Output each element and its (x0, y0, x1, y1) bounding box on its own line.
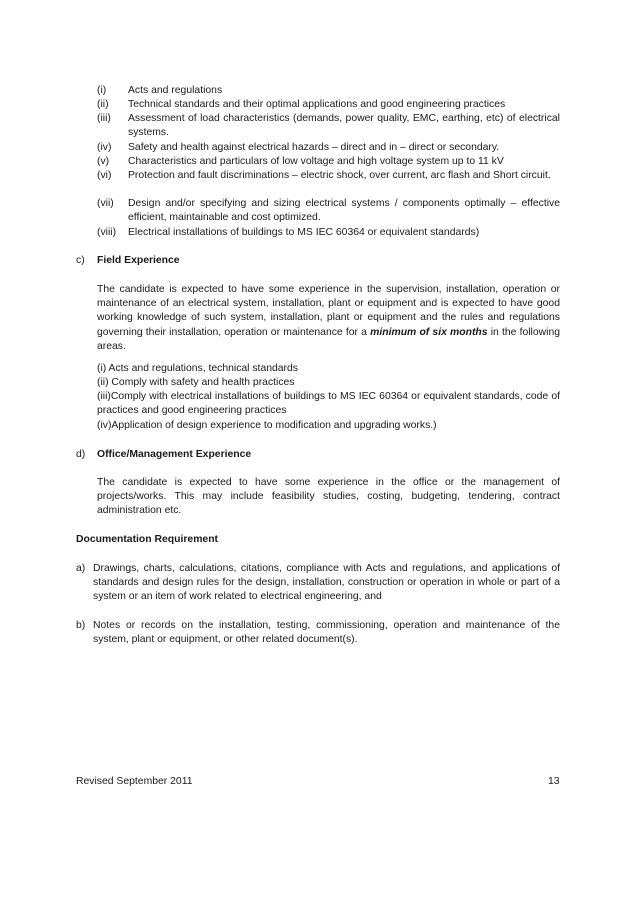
list-text: Characteristics and particulars of low voltage and high voltage system up to 11 kV (128, 156, 504, 167)
list-num: (v) (97, 156, 110, 167)
section-c-paragraph: The candidate is expected to have some experience in the supervision, installation, operation or maintenance of an electrical system, installation, plant or equipment and is expected to have good working knowledge of such system, installation, plant or equipment and the rules and regulations governing their installation, operation or maintenance for a minimum of six months in the following areas. (97, 284, 561, 352)
list-text: Assessment of load characteristics (demands, power quality, EMC, earthing, etc) of electrical systems. (128, 113, 560, 139)
section-d-heading: Office/Management Experience (97, 449, 252, 460)
list-num: (iii) (97, 113, 111, 124)
list-text: Design and/or specifying and sizing electrical systems / components optimally – effective efficient, maintainable and cost optimized. (128, 198, 560, 224)
doc-item-letter: b) (76, 620, 86, 631)
list-num: (i) (97, 85, 107, 96)
footer-revision: Revised September 2011 (76, 776, 193, 787)
list-text: Protection and fault discriminations – electric shock, over current, arc flash and Short circuit. (128, 170, 551, 181)
list-item: (ii) Comply with safety and health practices (97, 377, 295, 388)
list-num: (iv) (97, 142, 112, 153)
doc-item-text: Notes or records on the installation, testing, commissioning, operation and maintenance of the system, plant or equipment, or other related document(s). (93, 620, 560, 646)
emphasis: minimum of six months (370, 326, 488, 338)
list-num: (vi) (97, 170, 112, 181)
section-c-letter: c) (76, 255, 85, 266)
doc-item-letter: a) (76, 563, 86, 574)
section-c-heading: Field Experience (97, 255, 180, 266)
list-num: (viii) (97, 227, 117, 238)
section-d-letter: d) (76, 449, 86, 460)
list-item: (iv)Application of design experience to modification and upgrading works.) (97, 420, 437, 431)
list-item: (i) Acts and regulations, technical standards (97, 363, 298, 374)
list-num: (vii) (97, 198, 114, 209)
list-item: (iii)Comply with electrical installations of buildings to MS IEC 60364 or equivalent standards, code of practices and good engineering practices (97, 391, 560, 417)
documentation-heading: Documentation Requirement (76, 534, 219, 545)
list-text: Technical standards and their optimal applications and good engineering practices (128, 99, 506, 110)
section-d-paragraph: The candidate is expected to have some experience in the office or the management of projects/works. This may include feasibility studies, costing, budgeting, tendering, contract administration etc. (97, 477, 560, 517)
list-text: Acts and regulations (128, 85, 223, 96)
list-text: Safety and health against electrical hazards – direct and in – direct or secondary. (128, 142, 500, 153)
list-text: Electrical installations of buildings to MS IEC 60364 or equivalent standards) (128, 227, 480, 238)
list-num: (ii) (97, 99, 109, 110)
doc-item-text: Drawings, charts, calculations, citations, compliance with Acts and regulations, and applications of standards and design rules for the design, installation, construction or operation in whole or part of a system or an item of work related to electrical engineering, and (93, 563, 560, 603)
page-number: 13 (548, 776, 560, 787)
